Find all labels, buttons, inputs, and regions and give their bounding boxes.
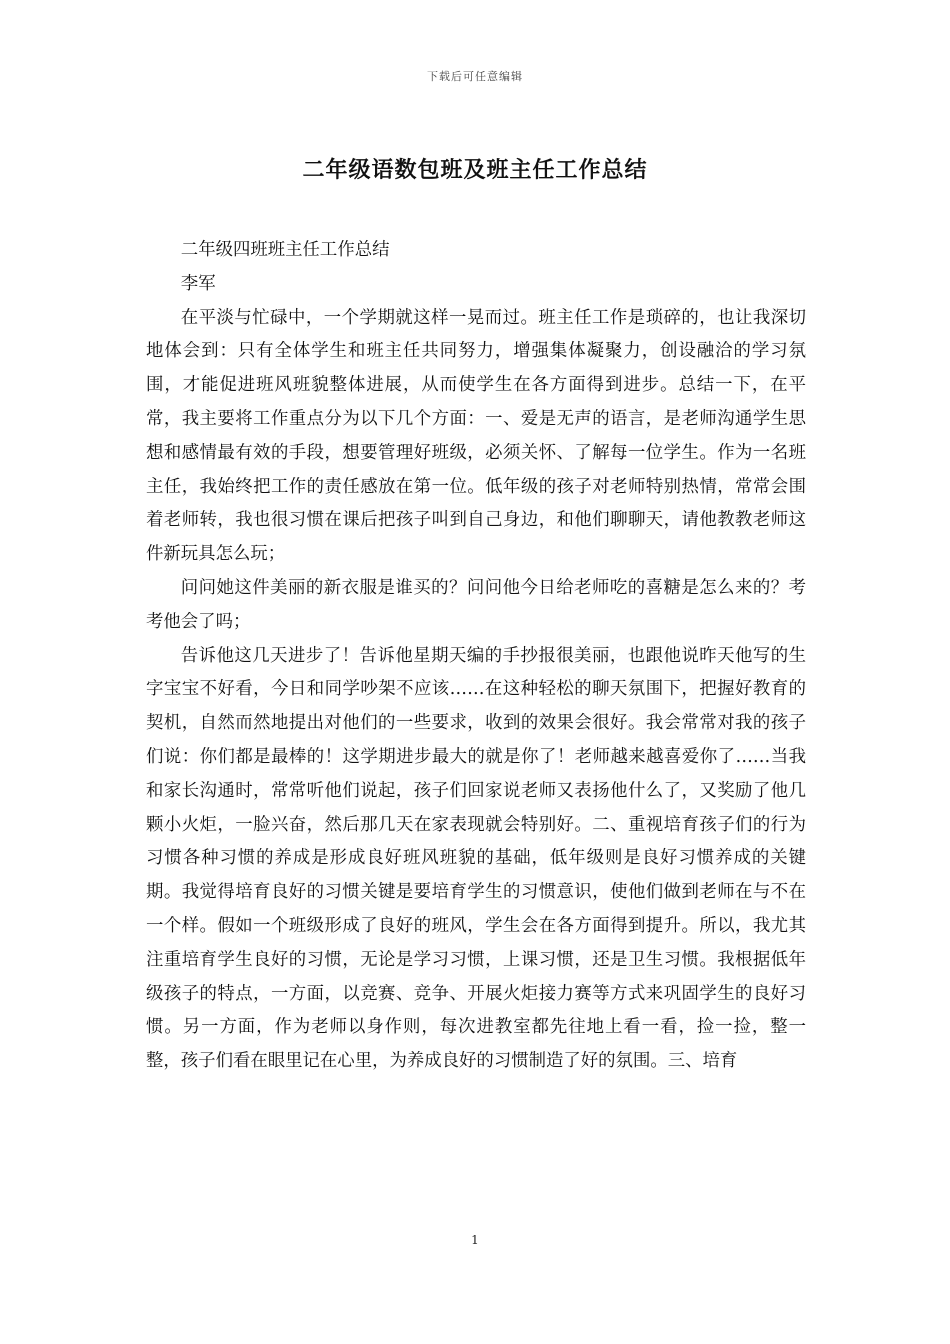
page-number: 1	[471, 1233, 479, 1247]
author-name: 李军	[180, 273, 216, 294]
body-paragraph: 问问她这件美丽的新衣服是谁买的？问问他今日给老师吃的喜糖是怎么来的？考考他会了吗；	[146, 577, 806, 632]
document-body	[146, 234, 806, 1079]
body-paragraph: 告诉他这几天进步了！告诉他星期天编的手抄报很美丽，也跟他说昨天他写的生字宝宝不好看，今日和同学吵架不应该……在这种轻松的聊天氛围下，把握好教育的契机，自然而然地提出对他们的一些要求，收到的效果会很好。我会常常对我的孩子们说：你们都是最棒的！这学期进步最大的就是你了！老师越来越喜爱你了……当我和家长沟通时，常常听他们说起，孩子们回家说老师又表扬他什么了，又奖励了他几颗小火炬，一脸兴奋，然后那几天在家表现就会特别好。二、重视培育孩子们的行为习惯各种习惯的养成是形成良好班风班貌的基础，低年级则是良好习惯养成的关键期。我觉得培育良好的习惯关键是要培育学生的习惯意识，使他们做到老师在与不在一个样。假如一个班级形成了良好的班风，学生会在各方面得到提升。所以，我尤其注重培育学生良好的习惯，无论是学习习惯，上课习惯，还是卫生习惯。我根据低年级孩子的特点，一方面，以竞赛、竞争、开展火炬接力赛等方式来巩固学生的良好习惯。另一方面，作为老师以身作则，每次进教室都先往地上看一看，捡一捡，整一整，孩子们看在眼里记在心里，为养成良好的习惯制造了好的氛围。三、培育	[146, 645, 806, 1072]
document-title: 二年级语数包班及班主任工作总结	[302, 157, 648, 183]
header-note: 下载后可任意编辑	[427, 70, 523, 83]
body-paragraph: 在平淡与忙碌中，一个学期就这样一晃而过。班主任工作是琐碎的，也让我深切地体会到：只有全体学生和班主任共同努力，增强集体凝聚力，创设融洽的学习氛围，才能促进班风班貌整体进展，从而使学生在各方面得到进步。总结一下，在平常，我主要将工作重点分为以下几个方面：一、爱是无声的语言，是老师沟通学生思想和感情最有效的手段，想要管理好班级，必须关怀、了解每一位学生。作为一名班主任，我始终把工作的责任感放在第一位。低年级的孩子对老师特别热情，常常会围着老师转，我也很习惯在课后把孩子叫到自己身边，和他们聊聊天，请他教教老师这件新玩具怎么玩；	[146, 307, 806, 565]
section-heading: 二年级四班班主任工作总结	[180, 240, 390, 260]
